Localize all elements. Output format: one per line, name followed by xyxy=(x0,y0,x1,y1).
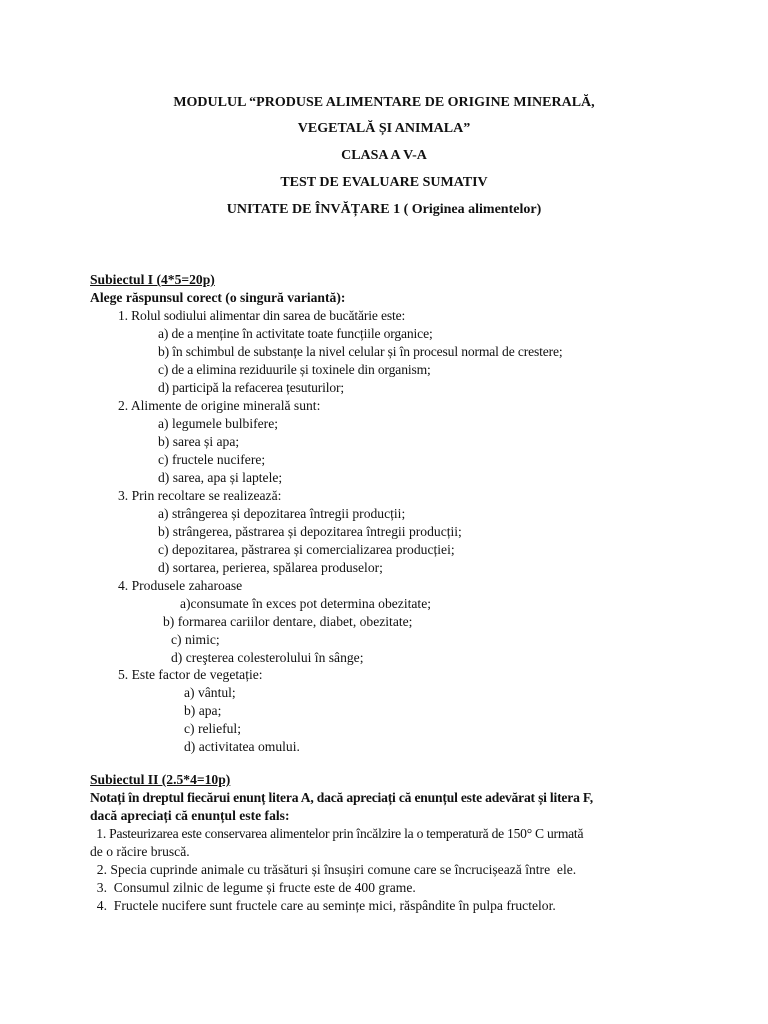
statement-3: 3. Consumul zilnic de legume și fructe este de 400 grame. xyxy=(90,880,416,895)
question-2-option-b: b) sarea și apa; xyxy=(158,434,240,449)
question-3-option-c: c) depozitarea, păstrarea și comercializarea producției; xyxy=(158,542,455,557)
module-title-line-1: MODULUL “PRODUSE ALIMENTARE DE ORIGINE MINERALĂ, xyxy=(173,95,595,110)
question-5: 5. Este factor de vegetație: xyxy=(118,667,263,682)
statement-4: 4. Fructele nucifere sunt fructele care au semințe mici, răspândite în pulpa fructelor. xyxy=(90,898,556,913)
question-2-option-d: d) sarea, apa și laptele; xyxy=(158,470,283,485)
question-3-option-b: b) strângerea, păstrarea și depozitarea întregii producții; xyxy=(158,524,462,539)
subiect-2-instruction-line-1: Notați în dreptul fiecărui enunț litera A, dacă apreciați că enunțul este adevărat și litera F, xyxy=(90,790,593,805)
question-4-option-d: d) creşterea colesterolului în sânge; xyxy=(171,650,364,665)
question-4-option-a: a)consumate în exces pot determina obezitate; xyxy=(180,596,431,611)
question-2-option-c: c) fructele nucifere; xyxy=(158,452,266,467)
question-1: 1. Rolul sodiului alimentar din sarea de bucătărie este: xyxy=(118,308,406,323)
subiect-1-instruction: Alege răspunsul corect (o singură variantă): xyxy=(90,290,346,305)
question-5-option-a: a) vântul; xyxy=(184,685,236,700)
question-4-option-c: c) nimic; xyxy=(171,632,220,647)
question-1-option-d: d) participă la refacerea țesuturilor; xyxy=(158,380,345,395)
question-3-option-a: a) strângerea și depozitarea întregii producții; xyxy=(158,506,406,521)
subiect-2-title: Subiectul II (2.5*4=10p) xyxy=(90,772,231,787)
question-1-option-a: a) de a menține în activitate toate funcțiile organice; xyxy=(158,326,433,341)
module-title-line-2: VEGETALĂ ȘI ANIMALA” xyxy=(297,121,471,136)
subiect-2-instruction-line-2: dacă apreciați că enunțul este fals: xyxy=(90,808,290,823)
test-title: TEST DE EVALUARE SUMATIV xyxy=(280,175,488,190)
unit-title: UNITATE DE ÎNVĂȚARE 1 ( Originea alimentelor) xyxy=(226,202,542,217)
statement-1-line-2: de o răcire bruscă. xyxy=(90,844,190,859)
question-5-option-b: b) apa; xyxy=(184,703,222,718)
question-5-option-c: c) relieful; xyxy=(184,721,241,736)
statement-2: 2. Specia cuprinde animale cu trăsături și însușiri comune care se încrucișează între ele. xyxy=(90,862,577,877)
question-2: 2. Alimente de origine minerală sunt: xyxy=(118,398,321,413)
question-3-option-d: d) sortarea, perierea, spălarea produselor; xyxy=(158,560,383,575)
question-4-option-b: b) formarea cariilor dentare, diabet, obezitate; xyxy=(163,614,413,629)
question-1-option-b: b) în schimbul de substanțe la nivel celular și în procesul normal de crestere; xyxy=(158,344,563,359)
statement-1-line-1: 1. Pasteurizarea este conservarea alimentelor prin încălzire la o temperatură de 150° C urmată xyxy=(90,826,584,841)
subiect-1-title: Subiectul I (4*5=20p) xyxy=(90,272,215,287)
question-3: 3. Prin recoltare se realizează: xyxy=(118,488,282,503)
question-4: 4. Produsele zaharoase xyxy=(118,578,243,593)
class-title: CLASA A V-A xyxy=(341,148,427,163)
question-5-option-d: d) activitatea omului. xyxy=(184,739,300,754)
question-1-option-c: c) de a elimina reziduurile și toxinele din organism; xyxy=(158,362,431,377)
question-2-option-a: a) legumele bulbifere; xyxy=(158,416,279,431)
